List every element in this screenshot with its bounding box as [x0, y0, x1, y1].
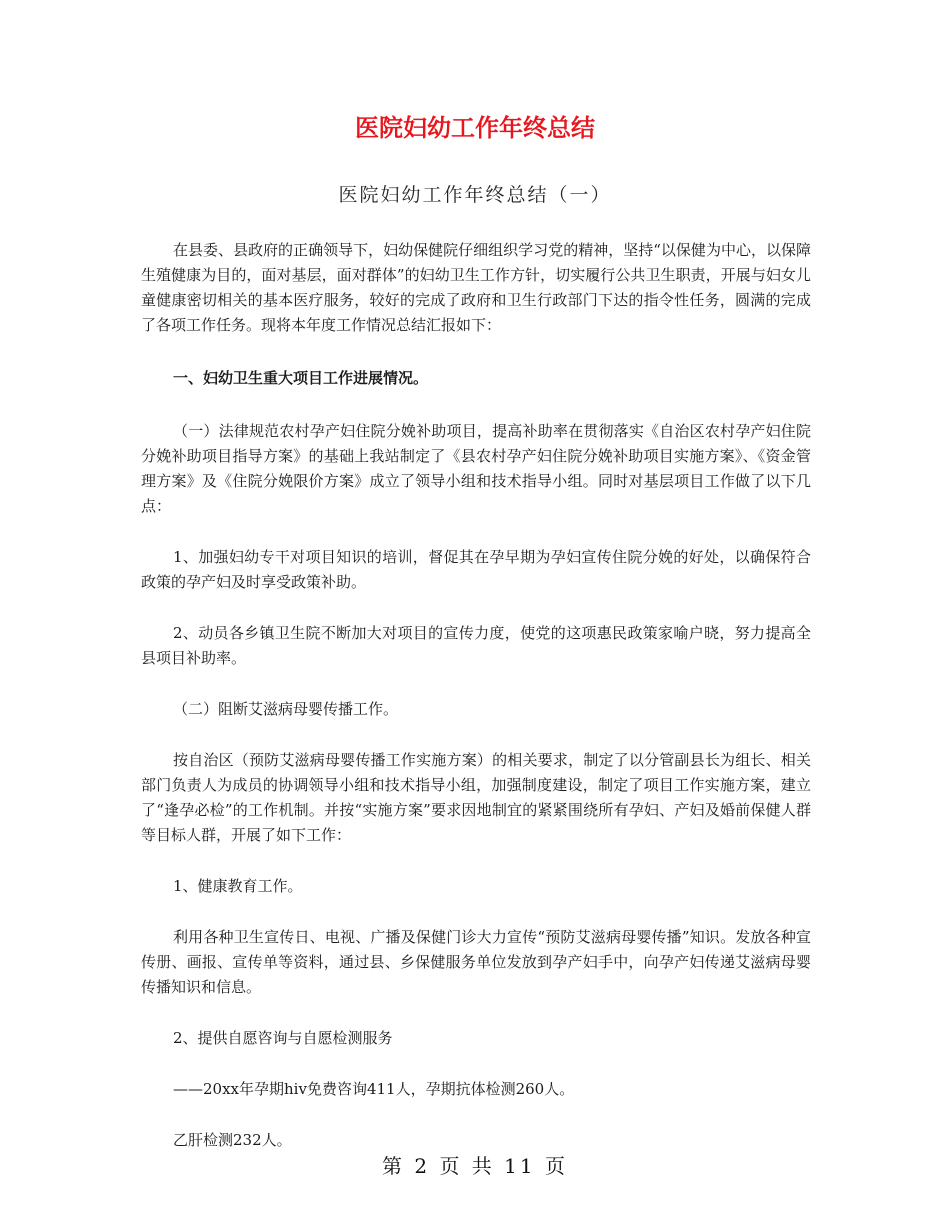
section-heading: 一、妇幼卫生重大项目工作进展情况。: [173, 369, 429, 387]
paragraph: 2、提供自愿咨询与自愿检测服务: [173, 1029, 393, 1047]
document-subtitle: 医院妇幼工作年终总结（一）: [338, 184, 612, 206]
paragraph: （二）阻断艾滋病母婴传播工作。: [173, 700, 399, 718]
paragraph: ——20xx年孕期hiv免费咨询411人，孕期抗体检测260人。: [173, 1080, 575, 1098]
document-body: [141, 238, 811, 1153]
paragraph: 1、加强妇幼专干对项目知识的培训，督促其在孕早期为孕妇宣传住院分娩的好处，以确保符合政策的孕产妇及时享受政策补助。: [141, 548, 811, 591]
paragraph: 1、健康教育工作。: [173, 877, 303, 895]
paragraph: 2、动员各乡镇卫生院不断加大对项目的宣传力度，使党的这项惠民政策家喻户晓，努力提高全县项目补助率。: [141, 624, 811, 667]
page-number: 第 2 页 共 11 页: [382, 1154, 568, 1178]
paragraph: 利用各种卫生宣传日、电视、广播及保健门诊大力宣传“预防艾滋病母婴传播”知识。发放各种宣传册、画报、宣传单等资料，通过县、乡保健服务单位发放到孕产妇手中，向孕产妇传递艾滋病母婴传播知识和信息。: [141, 928, 811, 996]
paragraph: 按自治区（预防艾滋病母婴传播工作实施方案）的相关要求，制定了以分管副县长为组长、相关部门负责人为成员的协调领导小组和技术指导小组，加强制度建设，制定了项目工作实施方案，建立了“逢孕必检”的工作机制。并按“实施方案”要求因地制宜的紧紧围绕所有孕妇、产妇及婚前保健人群等目标人群，开展了如下工作：: [141, 751, 811, 844]
paragraph: 乙肝检测232人。: [173, 1131, 292, 1149]
paragraph: （一）法律规范农村孕产妇住院分娩补助项目，提高补助率在贯彻落实《自治区农村孕产妇住院分娩补助项目指导方案》的基础上我站制定了《县农村孕产妇住院分娩补助项目实施方案》、《资金管理方案》及《住院分娩限价方案》成立了领导小组和技术指导小组。同时对基层项目工作做了以下几点：: [141, 422, 811, 515]
document-title: 医院妇幼工作年终总结: [355, 114, 595, 142]
paragraph: 在县委、县政府的正确领导下，妇幼保健院仔细组织学习党的精神，坚持“以保健为中心，以保障生殖健康为目的，面对基层，面对群体”的妇幼卫生工作方针，切实履行公共卫生职责，开展与妇女儿童健康密切相关的基本医疗服务，较好的完成了政府和卫生行政部门下达的指令性任务，圆满的完成了各项工作任务。现将本年度工作情况总结汇报如下：: [141, 241, 811, 334]
